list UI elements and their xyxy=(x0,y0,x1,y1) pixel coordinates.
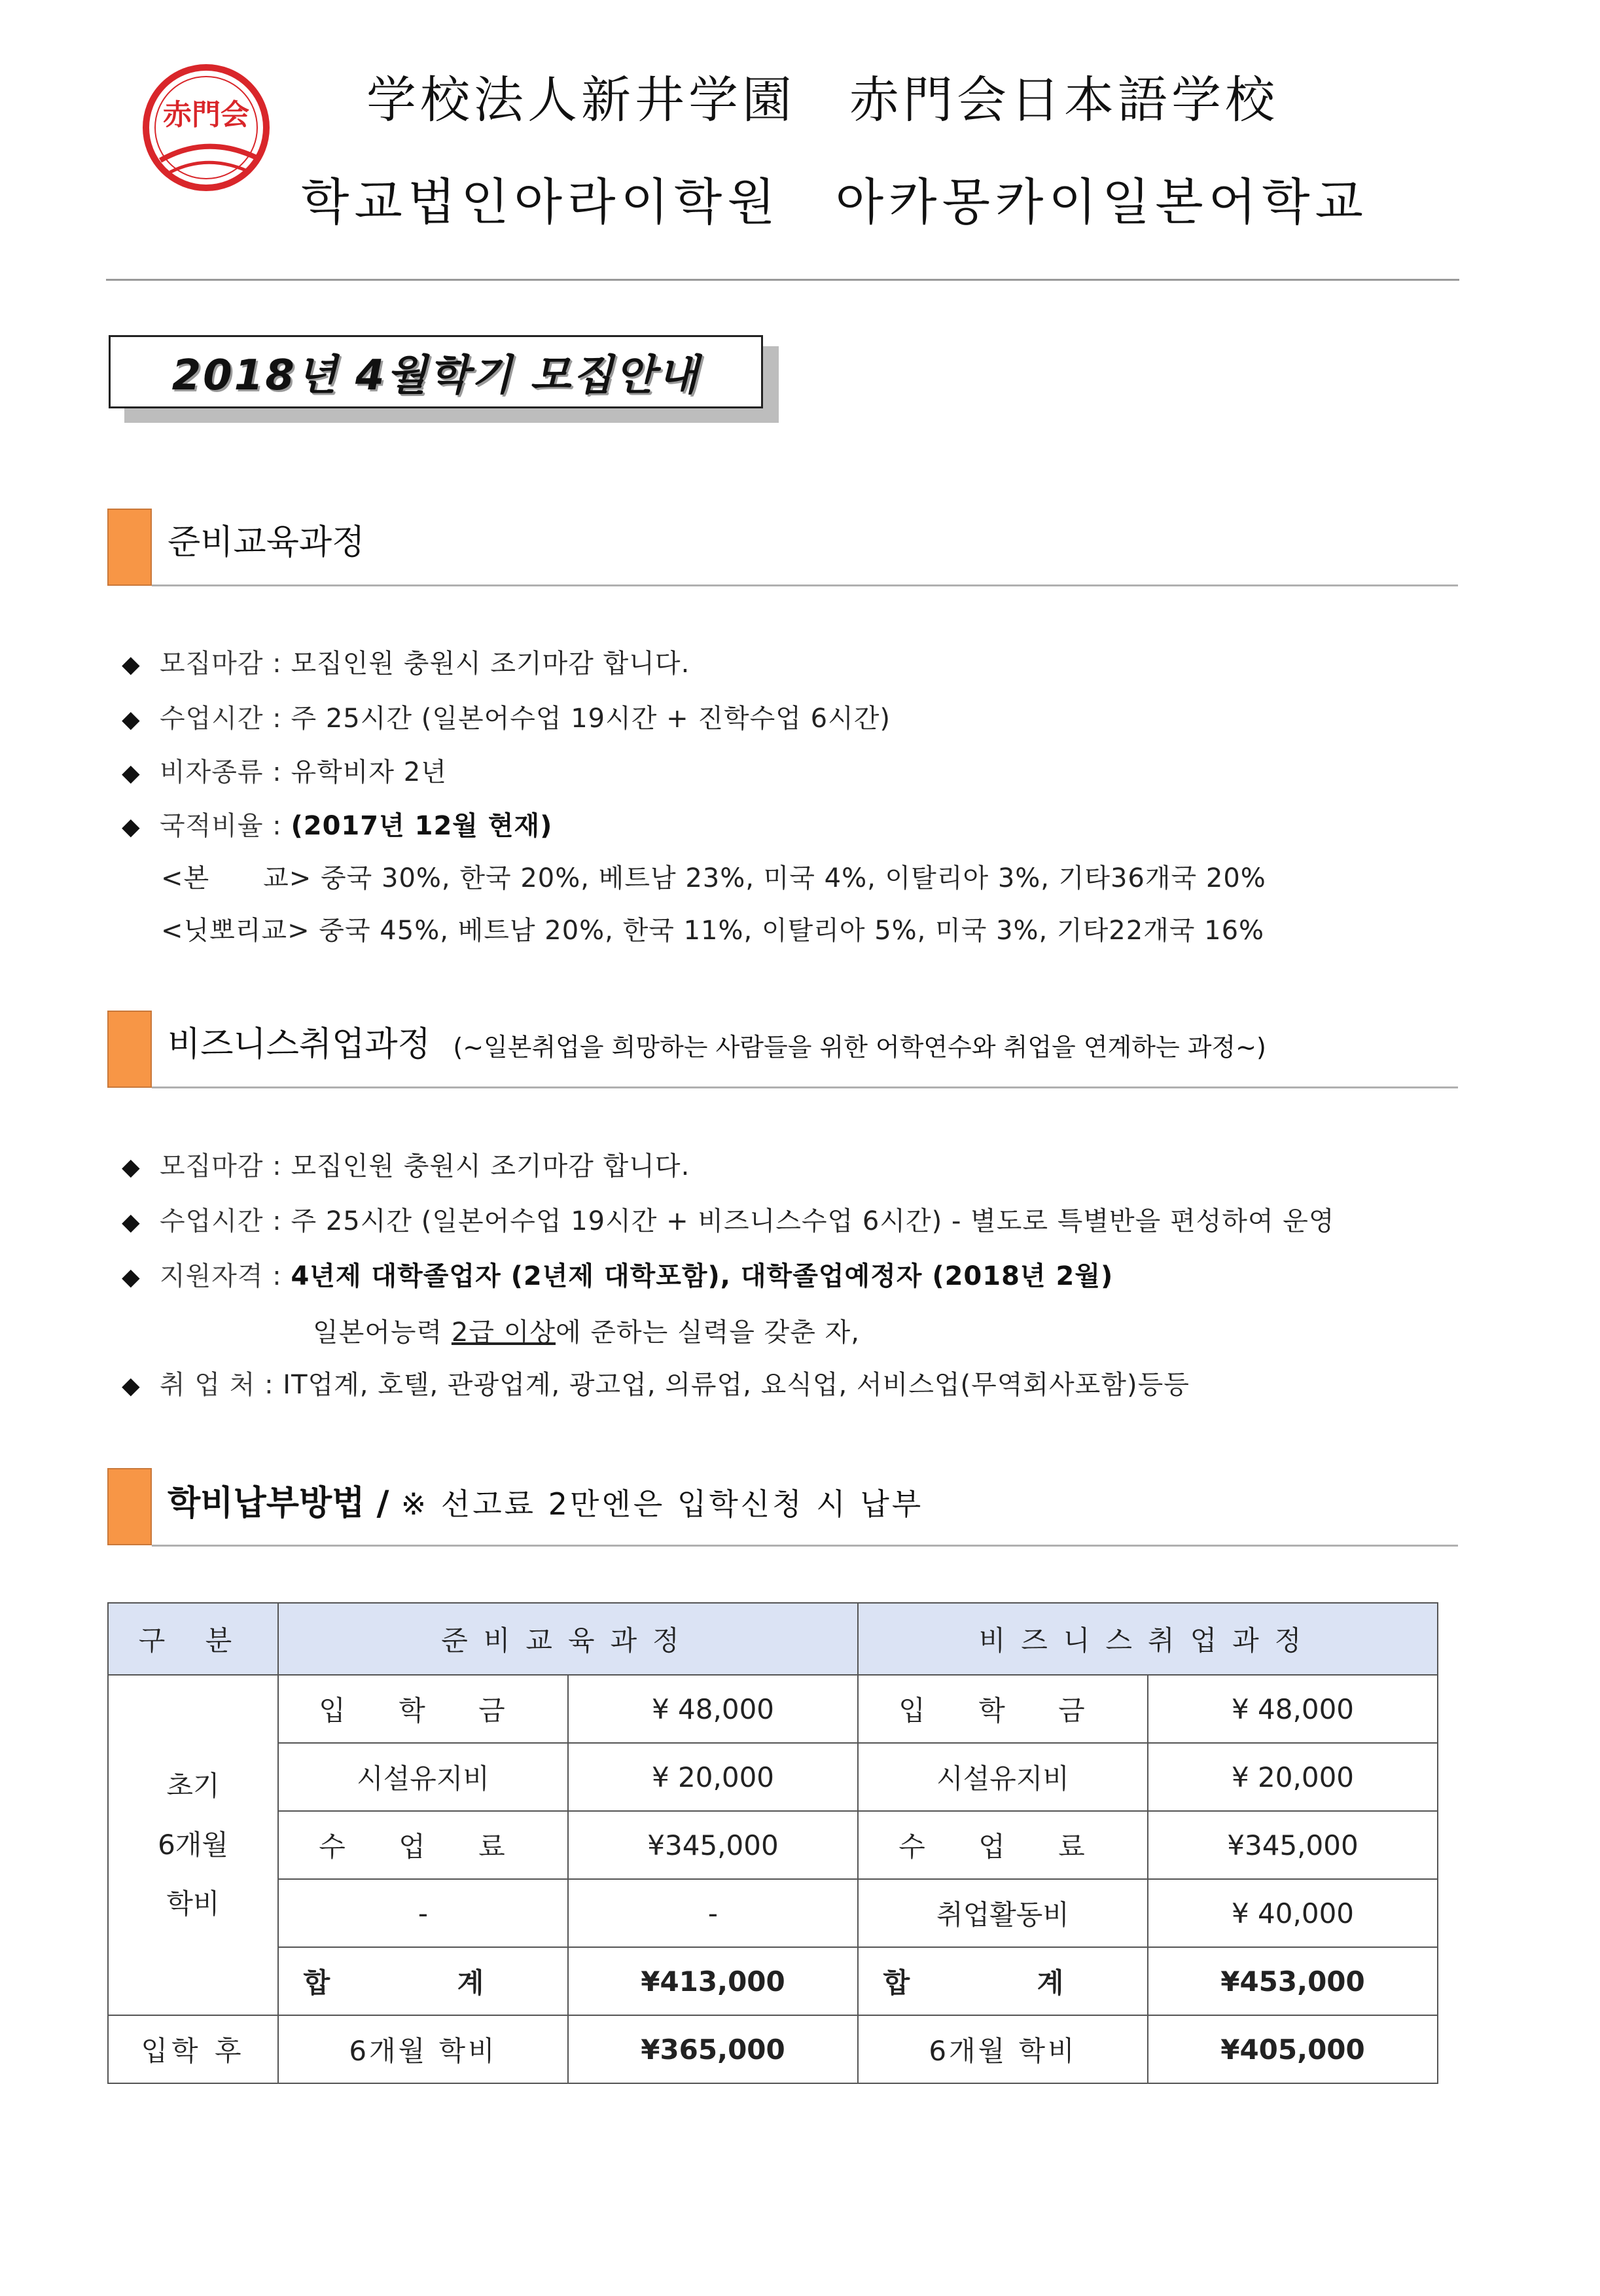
section-title-business: 비즈니스취업과정 (~일본취업을 희망하는 사람들을 위한 어학연수와 취업을 연계하는 과정~) xyxy=(168,1025,1266,1064)
recruit-title-box xyxy=(109,335,763,408)
after-admission-label: 입학 후 xyxy=(108,2015,278,2083)
fee-label: 취업활동비 xyxy=(858,1879,1148,1947)
header-category: 구 분 xyxy=(108,1603,278,1675)
fee-value: ¥ 40,000 xyxy=(1148,1879,1438,1947)
section-marker-tuition xyxy=(107,1468,152,1545)
business-employers: ◆ 취 업 처 : IT업계, 호텔, 관광업계, 광고업, 의류업, 요식업, 서비스업(무역회사포함)등등 xyxy=(122,1370,1190,1400)
school-logo xyxy=(141,62,272,193)
school-name-japanese: 学校法人新井学園 赤門会日本語学校 xyxy=(366,71,1279,129)
diamond-bullet-icon: ◆ xyxy=(122,1372,141,1399)
fee-label: 입 학 금 xyxy=(278,1675,568,1743)
table-row xyxy=(108,1811,1438,1879)
fee-value: ¥ 20,000 xyxy=(1148,1743,1438,1811)
tuition-table xyxy=(107,1602,1438,2084)
section-subtitle-business: (~일본취업을 희망하는 사람들을 위한 어학연수와 취업을 연계하는 과정~) xyxy=(453,1033,1266,1062)
section-marker-business xyxy=(107,1011,152,1088)
section-title-tuition: 학비납부방법 / ※ 선고료 2만엔은 입학신청 시 납부 xyxy=(168,1484,924,1523)
business-deadline: ◆ 모집마감 : 모집인원 충원시 조기마감 합니다. xyxy=(122,1151,690,1181)
tuition-note: ※ 선고료 2만엔은 입학신청 시 납부 xyxy=(400,1486,924,1522)
fee-label: 입 학 금 xyxy=(858,1675,1148,1743)
total-label: 합 계 xyxy=(858,1947,1148,2015)
table-row xyxy=(108,1675,1438,1743)
section-title-prep: 준비교육과정 xyxy=(168,523,365,562)
fee-value: ¥345,000 xyxy=(568,1811,858,1879)
fee-label: 수 업 료 xyxy=(278,1811,568,1879)
fee-label: 6개월 학비 xyxy=(858,2015,1148,2083)
fee-value: ¥ 20,000 xyxy=(568,1743,858,1811)
ratio-main-campus: <본 교> 중국 30%, 한국 20%, 베트남 23%, 미국 4%, 이탈리아 3%, 기타36개국 20% xyxy=(161,863,1266,893)
business-class-hours: ◆ 수업시간 : 주 25시간 (일본어수업 19시간 + 비즈니스수업 6시간) - 별도로 특별반을 편성하여 운영 xyxy=(122,1206,1335,1236)
total-value: ¥453,000 xyxy=(1148,1947,1438,2015)
fee-value: ¥ 48,000 xyxy=(1148,1675,1438,1743)
table-after-row xyxy=(108,2015,1438,2083)
total-value: ¥413,000 xyxy=(568,1947,858,2015)
section-marker-prep xyxy=(107,509,152,586)
prep-deadline: ◆ 모집마감 : 모집인원 충원시 조기마감 합니다. xyxy=(122,649,690,679)
fee-label: - xyxy=(278,1879,568,1947)
fee-value: ¥345,000 xyxy=(1148,1811,1438,1879)
ratio-nippori-campus: <닛뽀리교> 중국 45%, 베트남 20%, 한국 11%, 이탈리아 5%, 미국 3%, 기타22개국 16% xyxy=(161,916,1265,946)
fee-value: ¥365,000 xyxy=(568,2015,858,2083)
diamond-bullet-icon: ◆ xyxy=(122,1154,141,1181)
table-row xyxy=(108,1743,1438,1811)
prep-visa-type: ◆ 비자종류 : 유학비자 2년 xyxy=(122,757,447,787)
table-row xyxy=(108,1879,1438,1947)
header-business-course: 비즈니스취업과정 xyxy=(858,1603,1438,1675)
diamond-bullet-icon: ◆ xyxy=(122,760,141,787)
fee-value: ¥405,000 xyxy=(1148,2015,1438,2083)
total-label: 합 계 xyxy=(278,1947,568,2015)
diamond-bullet-icon: ◆ xyxy=(122,651,141,678)
fee-label: 시설유지비 xyxy=(858,1743,1148,1811)
section-line-business xyxy=(152,1086,1458,1088)
prep-class-hours: ◆ 수업시간 : 주 25시간 (일본어수업 19시간 + 진학수업 6시간) xyxy=(122,704,891,734)
fee-label: 6개월 학비 xyxy=(278,2015,568,2083)
prep-nationality-ratio: ◆ 국적비율 : (2017년 12월 현재) xyxy=(122,811,553,841)
diamond-bullet-icon: ◆ xyxy=(122,1264,141,1291)
school-name-korean: 학교법인아라이학원 아카몽카이일본어학교 xyxy=(301,173,1368,231)
section-line-tuition xyxy=(152,1545,1458,1547)
recruit-title: 2018년 4월학기 모집안내 xyxy=(171,351,700,400)
business-eligibility-language: 일본어능력 2급 이상에 준하는 실력을 갖춘 자, xyxy=(313,1318,860,1348)
header-prep-course: 준비교육과정 xyxy=(278,1603,858,1675)
business-eligibility: ◆ 지원자격 : 4년제 대학졸업자 (2년제 대학포함), 대학졸업예정자 (2018년 2월) xyxy=(122,1261,1114,1291)
fee-label: 시설유지비 xyxy=(278,1743,568,1811)
table-header-row xyxy=(108,1603,1438,1675)
table-total-row xyxy=(108,1947,1438,2015)
diamond-bullet-icon: ◆ xyxy=(122,814,141,840)
fee-value: ¥ 48,000 xyxy=(568,1675,858,1743)
fee-value: - xyxy=(568,1879,858,1947)
diamond-bullet-icon: ◆ xyxy=(122,706,141,733)
initial-fees-label: 초기 6개월 학비 xyxy=(108,1675,278,2015)
fee-label: 수 업 료 xyxy=(858,1811,1148,1879)
logo-text: 赤門会 xyxy=(163,98,249,132)
section-line-prep xyxy=(152,584,1458,586)
diamond-bullet-icon: ◆ xyxy=(122,1209,141,1236)
header-divider xyxy=(106,279,1459,281)
